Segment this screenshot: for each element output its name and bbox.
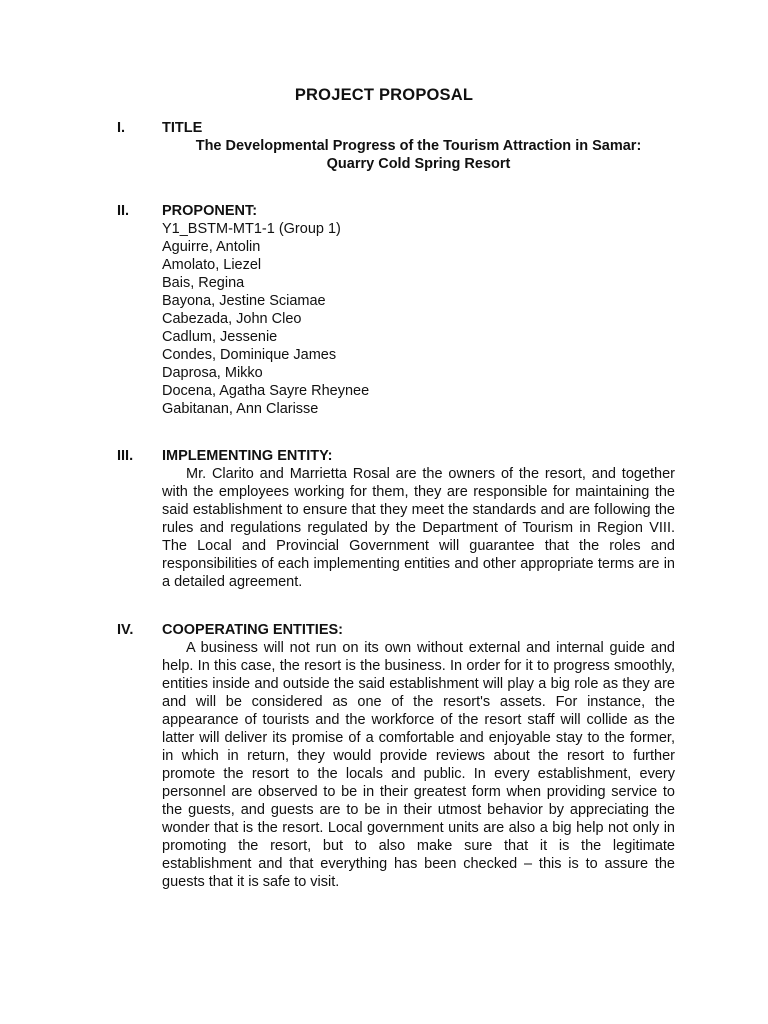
member-name: Cabezada, John Cleo — [162, 311, 302, 327]
member-name: Gabitanan, Ann Clarisse — [162, 401, 319, 417]
group-name: Y1_BSTM-MT1-1 (Group 1) — [162, 221, 341, 237]
member-name: Daprosa, Mikko — [162, 365, 263, 381]
member-name: Condes, Dominique James — [162, 347, 337, 363]
section-heading: TITLE — [162, 120, 203, 136]
section-body — [162, 447, 675, 591]
section-title — [0, 119, 768, 173]
member-name: Bayona, Jestine Sciamae — [162, 293, 326, 309]
section-number: III. — [117, 448, 134, 464]
member-name: Docena, Agatha Sayre Rheynee — [162, 383, 370, 399]
member-name: Cadlum, Jessenie — [162, 329, 278, 345]
cooperating-paragraph: A business will not run on its own without external and internal guide and help. In this case, the resort is the business. In order for it to progress smoothly, entities inside and outside the said establishment will play a big role as they are and will be considered as one of the resort's assets. For instance, the appearance of tourists and the workforce of the resort staff will collide as the latter will deliver its promise of a comfortable and enjoyable stay to the former, in which in return, they would provide reviews about the resort to further promote the resort to the locals and public. In every establishment, every personnel are observed to be in their greatest form when providing service to the guests, and guests are to be in their utmost behavior by appreciating the wonder that is the resort. Local government units are also a big help not only in promoting the resort, but to also make sure that it is the legitimate establishment and that everything has been checked – this is to assure the guests that it is safe to visit. — [162, 640, 675, 890]
project-title-line-1: The Developmental Progress of the Tourism Attraction in Samar: — [195, 138, 642, 154]
section-number: I. — [117, 120, 126, 136]
section-heading: IMPLEMENTING ENTITY: — [162, 448, 333, 464]
project-title-line-2: Quarry Cold Spring Resort — [326, 156, 511, 172]
section-number: IV. — [117, 622, 134, 638]
member-name: Aguirre, Antolin — [162, 239, 261, 255]
section-body — [162, 119, 675, 173]
member-name: Bais, Regina — [162, 275, 245, 291]
section-number: II. — [117, 203, 130, 219]
section-implementing-entity — [0, 447, 768, 591]
section-heading: PROPONENT: — [162, 203, 258, 219]
section-proponent — [0, 202, 768, 418]
section-body — [162, 621, 675, 891]
member-name: Amolato, Liezel — [162, 257, 262, 273]
section-heading: COOPERATING ENTITIES: — [162, 622, 343, 638]
section-cooperating-entities — [0, 621, 768, 891]
document-title: PROJECT PROPOSAL — [294, 86, 474, 104]
section-body — [162, 202, 675, 418]
project-title-block — [162, 137, 675, 173]
implementing-paragraph: Mr. Clarito and Marrietta Rosal are the owners of the resort, and together with the employees working for them, they are responsible for maintaining the said establishment to ensure that they meet the standards and are following the rules and regulations regulated by the Department of Tourism in Region VIII. The Local and Provincial Government will guarantee that the roles and responsibilities of each implementing entities and other appropriate terms are in a detailed agreement. — [162, 466, 675, 590]
